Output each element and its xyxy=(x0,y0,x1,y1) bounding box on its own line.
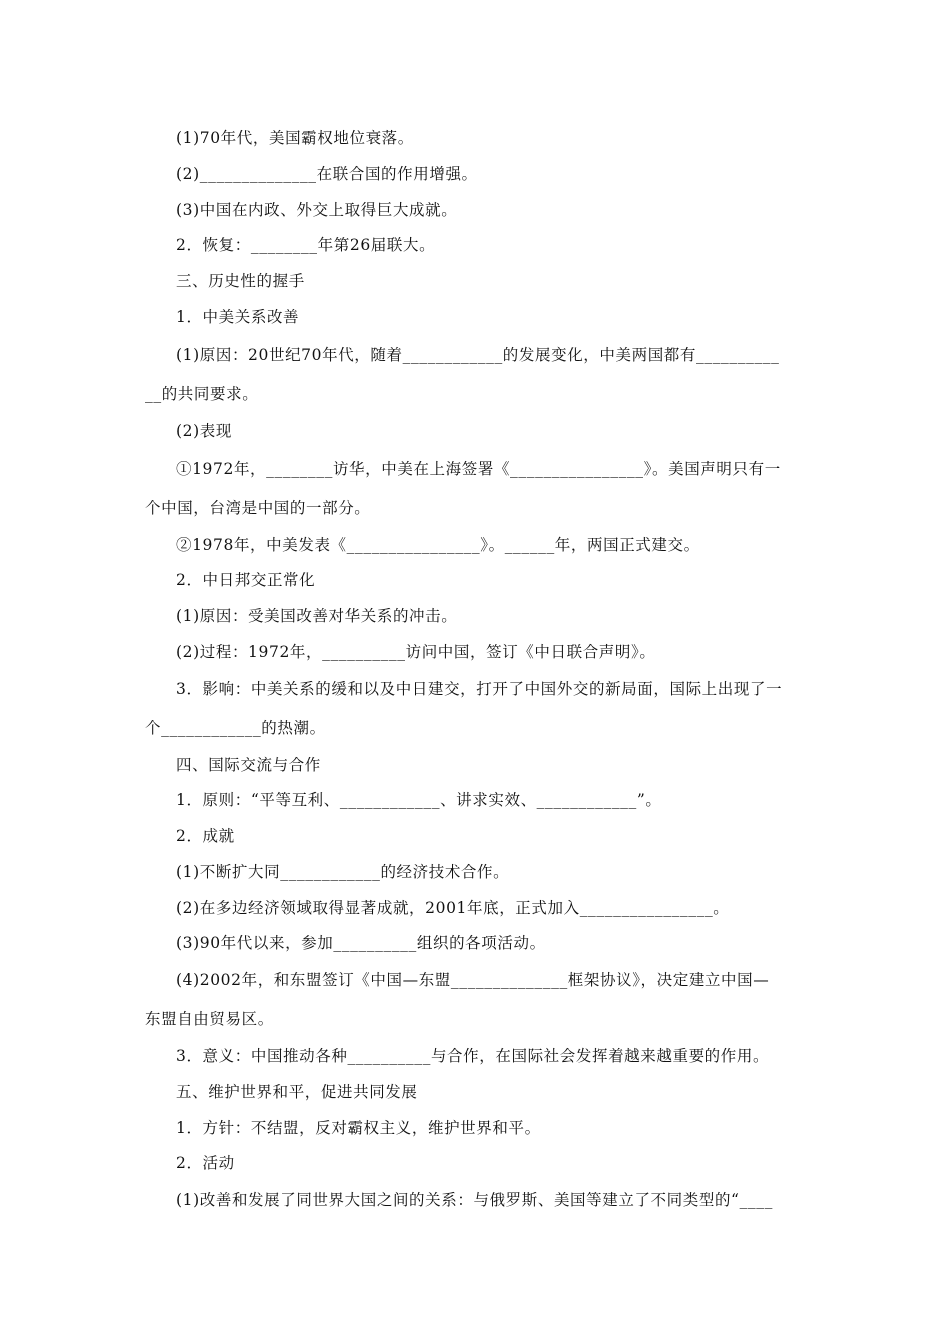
text-line: 2．活动 xyxy=(176,1154,235,1172)
text-line: (4)2002年，和东盟签订《中国—东盟______________框架协议》，决定建立中国— xyxy=(176,971,770,989)
text-line: (1)原因：20世纪70年代，随着____________的发展变化，中美两国都有__________ xyxy=(176,346,780,364)
text-line: 1．原则：“平等互利、____________、讲求实效、____________”。 xyxy=(176,791,662,809)
text-line: (2)______________在联合国的作用增强。 xyxy=(176,165,478,183)
text-line: (2)过程：1972年，__________访问中国，签订《中日联合声明》。 xyxy=(176,643,656,661)
text-line: (3)90年代以来，参加__________组织的各项活动。 xyxy=(176,934,546,952)
text-line: 东盟自由贸易区。 xyxy=(145,1010,274,1028)
text-line: 个____________的热潮。 xyxy=(145,719,326,737)
text-line: (1)原因：受美国改善对华关系的冲击。 xyxy=(176,607,458,625)
section-heading: 三、历史性的握手 xyxy=(176,272,305,290)
text-line: 3．意义：中国推动各种__________与合作，在国际社会发挥着越来越重要的作用。 xyxy=(176,1047,770,1065)
text-line: 1．方针：不结盟，反对霸权主义，维护世界和平。 xyxy=(176,1119,541,1137)
section-heading: 五、维护世界和平，促进共同发展 xyxy=(176,1083,418,1101)
section-heading: 四、国际交流与合作 xyxy=(176,756,321,774)
text-line: 1．中美关系改善 xyxy=(176,308,300,326)
text-line: 3．影响：中美关系的缓和以及中日建交，打开了中国外交的新局面，国际上出现了一 xyxy=(176,680,783,698)
text-line: 2．成就 xyxy=(176,827,235,845)
text-line: __的共同要求。 xyxy=(145,385,259,403)
text-line: (2)在多边经济领域取得显著成就，2001年底，正式加入________________。 xyxy=(176,899,730,917)
text-line: ①1972年，________访华，中美在上海签署《________________》。美国声明只有一 xyxy=(176,460,781,478)
text-line: 2．中日邦交正常化 xyxy=(176,571,316,589)
text-line: (1)70年代，美国霸权地位衰落。 xyxy=(176,129,414,147)
text-line: (1)不断扩大同____________的经济技术合作。 xyxy=(176,863,510,881)
text-line: ②1978年，中美发表《________________》。______年，两国正式建交。 xyxy=(176,536,700,554)
text-line: (2)表现 xyxy=(176,422,232,440)
text-line: 个中国，台湾是中国的一部分。 xyxy=(145,499,371,517)
text-line: (1)改善和发展了同世界大国之间的关系：与俄罗斯、美国等建立了不同类型的“____ xyxy=(176,1191,773,1209)
text-line: 2．恢复：________年第26届联大。 xyxy=(176,236,436,254)
text-line: (3)中国在内政、外交上取得巨大成就。 xyxy=(176,201,458,219)
